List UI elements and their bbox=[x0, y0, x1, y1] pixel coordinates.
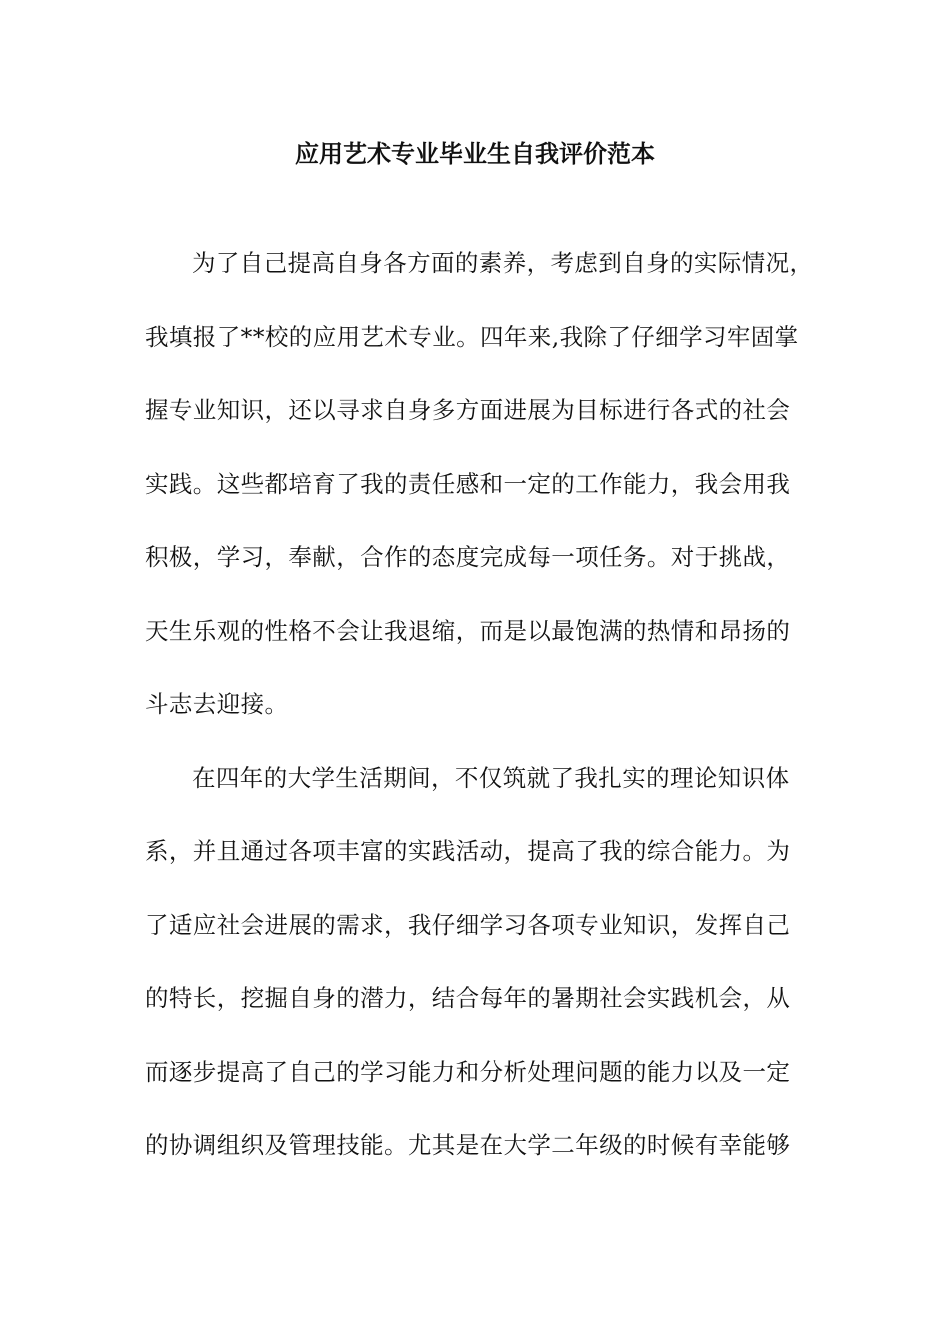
paragraph-line: 天生乐观的性格不会让我退缩，而是以最饱满的热情和昂扬的 bbox=[145, 616, 791, 645]
paragraph-line: 实践。这些都培育了我的责任感和一定的工作能力，我会用我 bbox=[145, 469, 791, 498]
paragraph-line: 的特长，挖掘自身的潜力，结合每年的暑期社会实践机会，从 bbox=[145, 984, 791, 1012]
paragraph-line: 而逐步提高了自己的学习能力和分析处理问题的能力以及一定 bbox=[145, 1057, 791, 1086]
document-body bbox=[145, 245, 814, 1201]
paragraph-line: 的协调组织及管理技能。尤其是在大学二年级的时候有幸能够 bbox=[145, 1131, 791, 1159]
paragraph-line: 斗志去迎接。 bbox=[145, 690, 289, 718]
paragraph-line: 在四年的大学生活期间，不仅筑就了我扎实的理论知识体 bbox=[192, 763, 790, 792]
paragraph-line: 积极，学习，奉献，合作的态度完成每一项任务。对于挑战， bbox=[145, 543, 791, 571]
document-title: 应用艺术专业毕业生自我评价范本 bbox=[295, 139, 655, 168]
paragraph-1 bbox=[145, 245, 814, 760]
paragraph-line: 我填报了**校的应用艺术专业。四年来,我除了仔细学习牢固掌 bbox=[145, 322, 799, 351]
paragraph-line: 握专业知识，还以寻求自身多方面进展为目标进行各式的社会 bbox=[145, 396, 791, 424]
paragraph-line: 为了自己提高自身各方面的素养，考虑到自身的实际情况， bbox=[192, 249, 814, 277]
paragraph-line: 系，并且通过各项丰富的实践活动，提高了我的综合能力。为 bbox=[145, 837, 791, 865]
paragraph-2 bbox=[145, 760, 805, 1201]
paragraph-line: 了适应社会进展的需求，我仔细学习各项专业知识，发挥自己 bbox=[145, 910, 791, 939]
